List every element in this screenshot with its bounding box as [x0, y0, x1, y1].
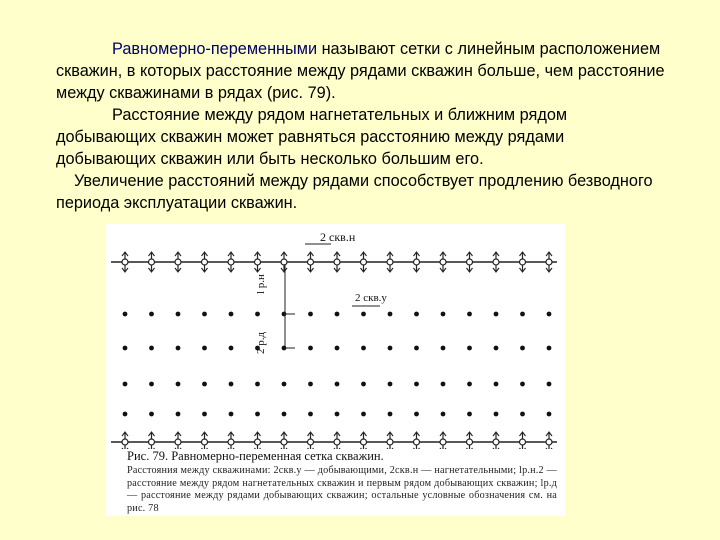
- injection-well-icon: [520, 432, 526, 449]
- production-well-dot: [467, 346, 472, 351]
- production-well-dot: [335, 382, 340, 387]
- production-well-dot: [547, 412, 552, 417]
- injection-well-icon: [546, 432, 552, 449]
- label-row-distance-injection: l р.н: [255, 274, 267, 294]
- injection-well-icon: [281, 432, 287, 449]
- injection-well-icon: [175, 432, 181, 449]
- paragraph-effect: Увеличение расстояний между рядами способствует продлению безводного периода эксплуатации скважин.: [56, 172, 653, 212]
- label-row-distance-production: 2 р.д: [255, 331, 267, 354]
- injection-well-icon: [228, 252, 234, 272]
- production-well-dot: [176, 412, 181, 417]
- production-well-dot: [494, 382, 499, 387]
- injection-well-icon: [202, 252, 208, 272]
- injection-well-icon: [255, 432, 261, 449]
- production-well-dot: [441, 412, 446, 417]
- production-well-dot: [520, 312, 525, 317]
- injection-well-icon: [440, 252, 446, 272]
- injection-well-icon: [228, 432, 234, 449]
- production-well-dot: [202, 382, 207, 387]
- production-well-dot: [335, 412, 340, 417]
- production-well-dot: [414, 346, 419, 351]
- injection-well-icon: [255, 252, 261, 272]
- production-well-dot: [123, 412, 128, 417]
- production-well-dot: [547, 382, 552, 387]
- definition-text: называют сетки с линейным расположением скважин, в которых расстояние между рядами скважин больше, чем расстояние между скважинами в рядах (рис. 79).: [56, 40, 665, 102]
- injection-well-icon: [334, 432, 340, 449]
- production-well-dot: [547, 312, 552, 317]
- production-well-dot: [149, 412, 154, 417]
- production-well-dot: [547, 346, 552, 351]
- label-production-spacing: 2 скв.у: [355, 292, 387, 304]
- production-well-dot: [149, 382, 154, 387]
- injection-well-icon: [361, 432, 367, 449]
- injection-well-icon: [414, 252, 420, 272]
- label-injection-spacing: 2 скв.н: [320, 230, 356, 244]
- injection-well-icon: [440, 432, 446, 449]
- production-well-dot: [335, 346, 340, 351]
- injection-well-icon: [122, 252, 128, 272]
- production-well-dot: [255, 382, 260, 387]
- paragraph-definition: [56, 38, 666, 104]
- injection-well-icon: [467, 252, 473, 272]
- figure-caption-title: Рис. 79. Равномерно-переменная сетка скважин.: [127, 449, 384, 463]
- well-grid-figure: [105, 224, 565, 516]
- production-well-dot: [202, 412, 207, 417]
- injection-well-icon: [520, 252, 526, 272]
- term-highlight: Равномерно-переменными: [112, 40, 318, 58]
- production-well-dot: [308, 412, 313, 417]
- figure-caption-body: Расстояния между скважинами: 2скв.у — добывающими, 2скв.н — нагнетательными; lр.н.2 — расстояние между рядом нагнетательных скважин и первым рядом добывающих скважин; lр.д — расстояние между рядами добывающих скважин; остальные условные обозначения см. на рис. 78: [127, 465, 557, 514]
- injection-well-icon: [387, 432, 393, 449]
- injection-well-icon: [387, 252, 393, 272]
- injection-well-icon: [414, 432, 420, 449]
- production-well-dot: [414, 412, 419, 417]
- production-well-dot: [282, 412, 287, 417]
- well-grid-diagram: [105, 224, 565, 449]
- production-well-dot: [282, 382, 287, 387]
- production-well-dot: [229, 412, 234, 417]
- injection-well-icon: [493, 252, 499, 272]
- production-well-dot: [361, 412, 366, 417]
- production-well-dot: [255, 412, 260, 417]
- injection-well-icon: [149, 252, 155, 272]
- production-well-dot: [308, 346, 313, 351]
- injection-well-icon: [122, 432, 128, 449]
- production-well-dot: [441, 312, 446, 317]
- production-well-dot: [335, 312, 340, 317]
- paragraph-distance: Расстояние между рядом нагнетательных и ближним рядом добывающих скважин может равняться расстоянию между рядами добывающих скважин или быть несколько большим его.: [56, 106, 568, 168]
- production-well-dot: [441, 346, 446, 351]
- production-well-dot: [202, 346, 207, 351]
- slide-text: [56, 38, 666, 214]
- injection-well-icon: [493, 432, 499, 449]
- production-well-dot: [229, 346, 234, 351]
- injection-well-icon: [175, 252, 181, 272]
- production-well-dot: [361, 312, 366, 317]
- production-well-dot: [494, 412, 499, 417]
- production-well-dot: [441, 382, 446, 387]
- production-well-dot: [308, 312, 313, 317]
- production-well-dot: [494, 312, 499, 317]
- production-well-dot: [414, 382, 419, 387]
- production-well-dot: [123, 312, 128, 317]
- injection-well-icon: [546, 252, 552, 272]
- production-well-dot: [229, 312, 234, 317]
- production-well-dot: [388, 412, 393, 417]
- production-well-dot: [467, 382, 472, 387]
- production-well-dot: [255, 312, 260, 317]
- production-well-dot: [388, 382, 393, 387]
- injection-well-icon: [361, 252, 367, 272]
- injection-well-icon: [149, 432, 155, 449]
- injection-well-icon: [308, 252, 314, 272]
- production-well-dot: [149, 346, 154, 351]
- production-well-dot: [361, 346, 366, 351]
- injection-well-icon: [467, 432, 473, 449]
- injection-well-icon: [281, 252, 287, 272]
- production-well-dot: [467, 412, 472, 417]
- production-well-dot: [308, 382, 313, 387]
- production-well-dot: [176, 382, 181, 387]
- production-well-dot: [520, 346, 525, 351]
- production-well-dot: [520, 412, 525, 417]
- production-well-dot: [467, 312, 472, 317]
- production-well-dot: [520, 382, 525, 387]
- injection-well-icon: [334, 252, 340, 272]
- production-well-dot: [176, 312, 181, 317]
- production-well-dot: [414, 312, 419, 317]
- production-well-dot: [494, 346, 499, 351]
- production-well-dot: [123, 346, 128, 351]
- injection-well-icon: [308, 432, 314, 449]
- production-well-dot: [388, 312, 393, 317]
- production-well-dot: [361, 382, 366, 387]
- production-well-dot: [229, 382, 234, 387]
- production-well-dot: [388, 346, 393, 351]
- injection-well-icon: [202, 432, 208, 449]
- production-well-dot: [123, 382, 128, 387]
- production-well-dot: [202, 312, 207, 317]
- production-well-dot: [149, 312, 154, 317]
- production-well-dot: [176, 346, 181, 351]
